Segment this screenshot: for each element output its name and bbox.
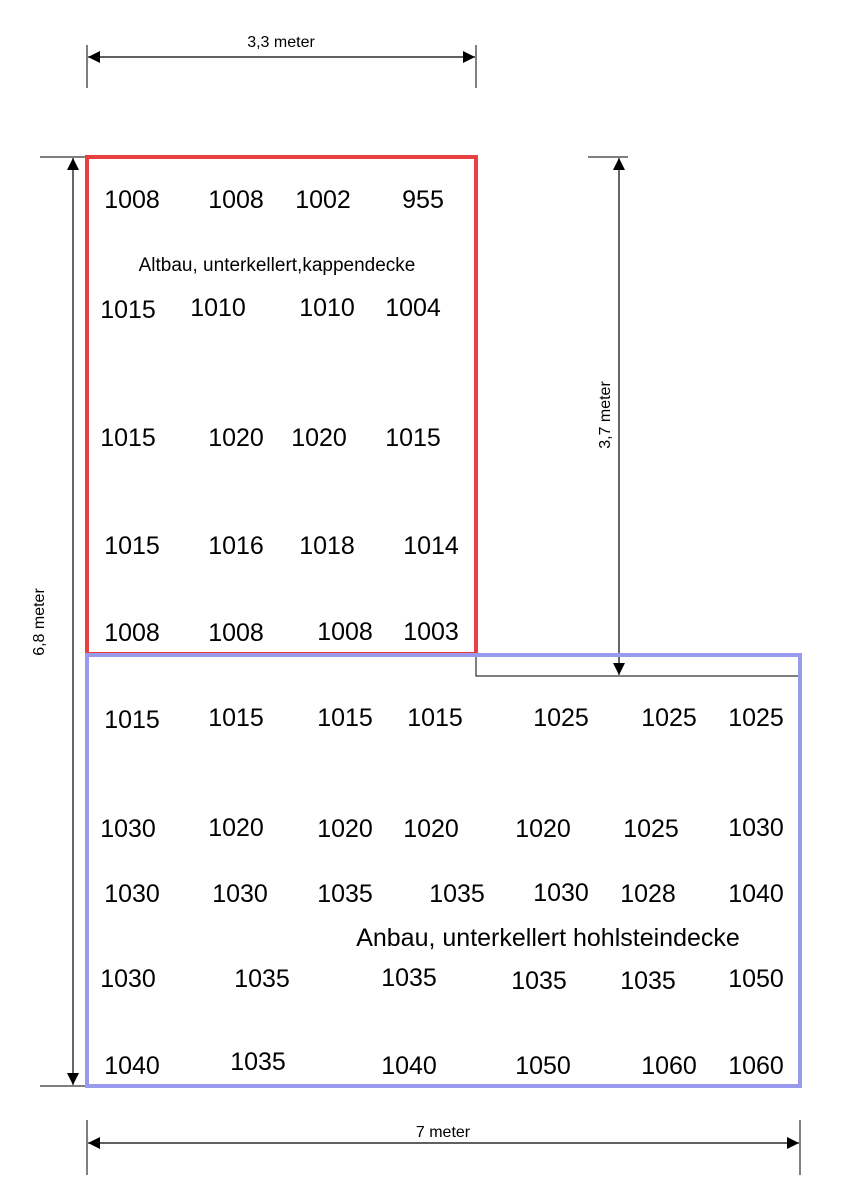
altbau-value: 1004 <box>385 294 441 322</box>
anbau-value: 1035 <box>381 964 437 992</box>
altbau-value: 1002 <box>295 186 351 214</box>
anbau-value: 1035 <box>234 965 290 993</box>
altbau-value: 1008 <box>104 619 160 647</box>
anbau-value: 1035 <box>317 880 373 908</box>
anbau-value: 1060 <box>728 1052 784 1080</box>
altbau-value: 1008 <box>104 186 160 214</box>
altbau-value: 1008 <box>317 618 373 646</box>
altbau-value: 1020 <box>291 424 347 452</box>
bottom-width-label: 7 meter <box>415 1124 471 1141</box>
anbau-value: 1028 <box>620 880 676 908</box>
right-height-dimension <box>588 157 628 675</box>
altbau-value: 1003 <box>403 618 459 646</box>
anbau-value: 1035 <box>230 1048 286 1076</box>
altbau-outline <box>87 157 476 654</box>
altbau-value: 1014 <box>403 532 459 560</box>
altbau-label: Altbau, unterkellert,kappendecke <box>138 255 416 276</box>
anbau-value: 1040 <box>728 880 784 908</box>
anbau-label: Anbau, unterkellert hohlsteindecke <box>356 924 740 952</box>
step-outline <box>476 655 800 676</box>
altbau-value: 1015 <box>100 296 156 324</box>
right-height-label: 3,7 meter <box>597 381 614 449</box>
anbau-value: 1030 <box>212 880 268 908</box>
anbau-value: 1050 <box>728 965 784 993</box>
total-height-dimension <box>31 157 88 1086</box>
anbau-value: 1040 <box>104 1052 160 1080</box>
anbau-value: 1030 <box>104 880 160 908</box>
altbau-value: 1018 <box>299 532 355 560</box>
anbau-value: 1035 <box>429 880 485 908</box>
altbau-value: 1015 <box>100 424 156 452</box>
top-width-dimension <box>87 34 476 88</box>
anbau-value: 1015 <box>317 704 373 732</box>
anbau-value: 1015 <box>208 704 264 732</box>
anbau-value: 1040 <box>381 1052 437 1080</box>
altbau-value: 1010 <box>299 294 355 322</box>
anbau-value: 1020 <box>317 815 373 843</box>
anbau-value: 1030 <box>533 879 589 907</box>
altbau-value: 1010 <box>190 294 246 322</box>
top-width-label: 3,3 meter <box>247 34 315 51</box>
altbau-value: 1008 <box>208 186 264 214</box>
bottom-width-dimension <box>87 1120 800 1175</box>
anbau-value: 1015 <box>407 704 463 732</box>
anbau-value: 1025 <box>533 704 589 732</box>
anbau-values <box>100 704 784 1080</box>
total-height-label: 6,8 meter <box>31 588 48 656</box>
anbau-value: 1025 <box>728 704 784 732</box>
anbau-value: 1035 <box>511 967 567 995</box>
altbau-value: 1015 <box>104 532 160 560</box>
anbau-value: 1060 <box>641 1052 697 1080</box>
anbau-value: 1035 <box>620 967 676 995</box>
altbau-value: 955 <box>402 186 444 214</box>
anbau-value: 1030 <box>100 815 156 843</box>
altbau-value: 1008 <box>208 619 264 647</box>
anbau-value: 1020 <box>403 815 459 843</box>
altbau-value: 1020 <box>208 424 264 452</box>
anbau-value: 1025 <box>623 815 679 843</box>
anbau-value: 1015 <box>104 706 160 734</box>
anbau-value: 1025 <box>641 704 697 732</box>
altbau-value: 1016 <box>208 532 264 560</box>
anbau-value: 1030 <box>728 814 784 842</box>
anbau-value: 1020 <box>208 814 264 842</box>
anbau-value: 1030 <box>100 965 156 993</box>
anbau-value: 1050 <box>515 1052 571 1080</box>
altbau-value: 1015 <box>385 424 441 452</box>
anbau-value: 1020 <box>515 815 571 843</box>
